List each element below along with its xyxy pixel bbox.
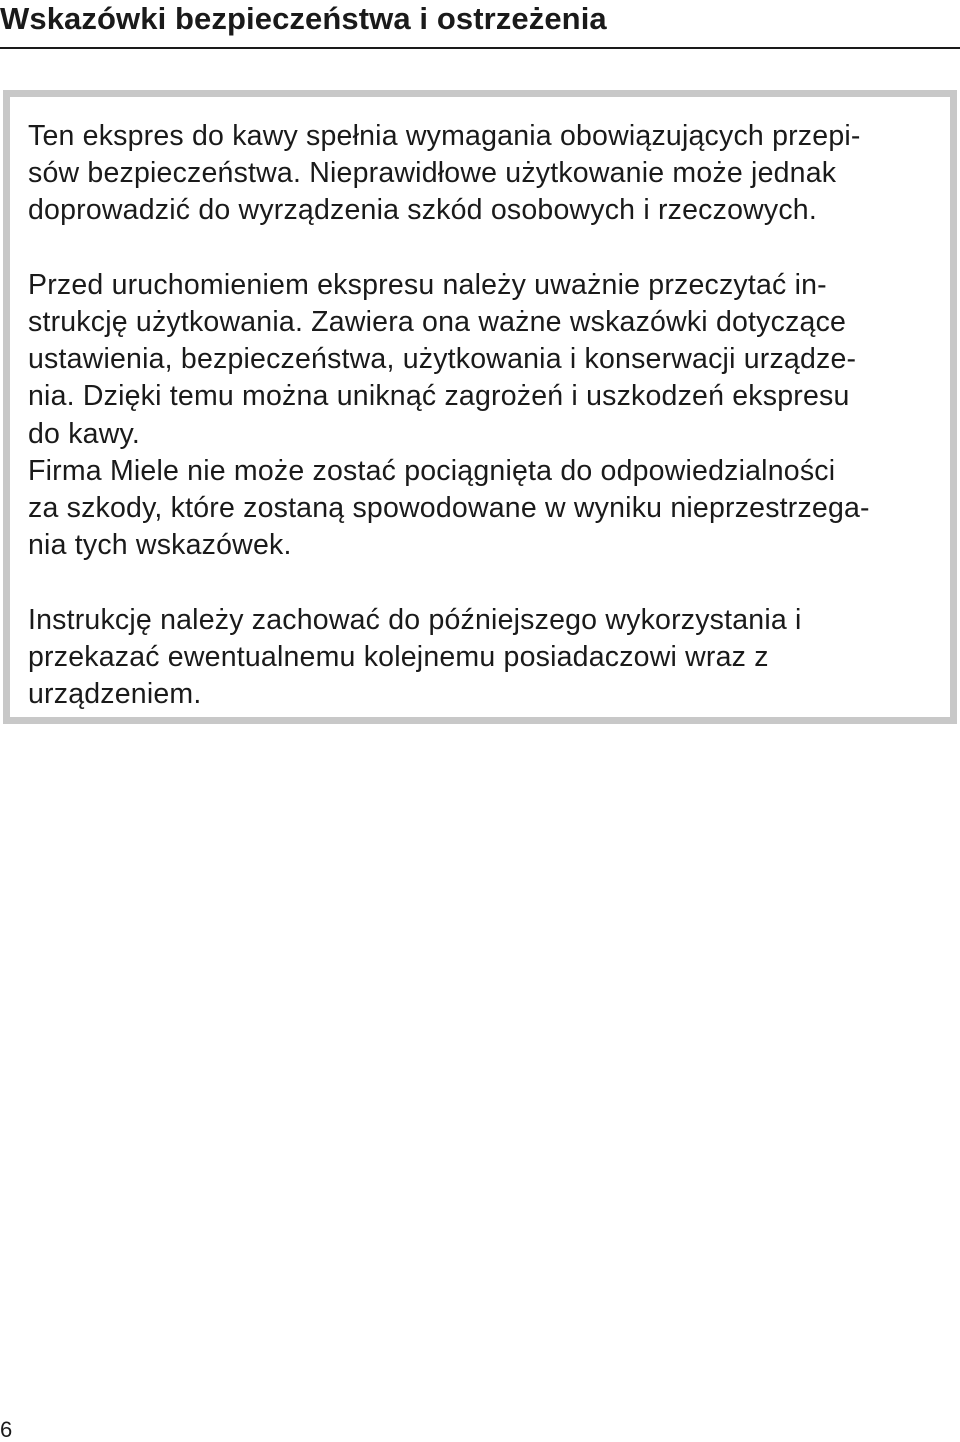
paragraph-1-line: sów bezpieczeństwa. Nieprawidłowe użytkowanie może jednak	[28, 157, 837, 190]
paragraph-spacer	[28, 564, 946, 601]
paragraph-2-line: Przed uruchomieniem ekspresu należy uważnie przeczytać in-	[28, 268, 827, 301]
paragraph-1-line: Ten ekspres do kawy spełnia wymagania obowiązujących przepi-	[28, 120, 861, 152]
paragraph-3-line: Instrukcję należy zachować do późniejszego wykorzystania i	[28, 603, 802, 636]
page-number: 6	[0, 1417, 13, 1442]
paragraph-2-line: do kawy.	[28, 417, 140, 450]
paragraph-2-line: ustawienia, bezpieczeństwa, użytkowania i konserwacji urządze-	[28, 343, 857, 376]
paragraph-3-line: przekazać ewentualnemu kolejnemu posiadaczowi wraz z	[28, 640, 769, 673]
paragraph-2-line: za szkody, które zostaną spowodowane w wyniku nieprzestrzega-	[28, 492, 870, 525]
safety-notice-text	[28, 118, 946, 713]
paragraph-2-line: nia tych wskazówek.	[28, 529, 292, 562]
safety-notice-box	[3, 90, 957, 724]
paragraph-2-line: nia. Dzięki temu można uniknąć zagrożeń i uszkodzeń ekspresu	[28, 380, 850, 413]
page-title: Wskazówki bezpieczeństwa i ostrzeżenia	[0, 1, 607, 36]
paragraph-spacer	[28, 230, 946, 267]
paragraph-2-line: Firma Miele nie może zostać pociągnięta do odpowiedzialności	[28, 454, 836, 487]
paragraph-3-line: urządzeniem.	[28, 678, 202, 711]
title-divider	[0, 47, 960, 49]
paragraph-2-line: strukcję użytkowania. Zawiera ona ważne wskazówki dotyczące	[28, 306, 847, 338]
paragraph-1-line: doprowadzić do wyrządzenia szkód osobowych i rzeczowych.	[28, 194, 817, 227]
